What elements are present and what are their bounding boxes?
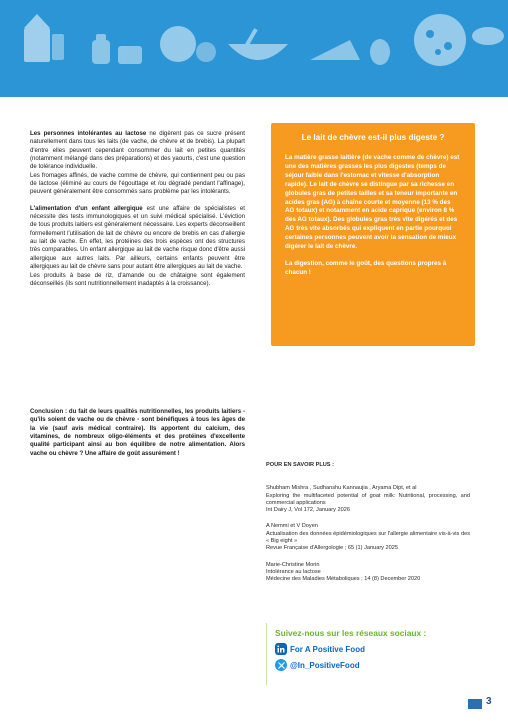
paragraph-aged-cheeses: Les fromages affinés, de vache comme de chèvre, qui contiennent peu ou pas de lactose (éliminé au cours de l'égouttage et /ou dégradé pendant l'affinage), peuvent généralement être consommés sans problème par les intolérants. — [30, 171, 245, 196]
reference-authors: A Nemmi et V Doyen — [266, 523, 318, 530]
paragraph-plant-drinks: Les produits à base de riz, d'amande ou de châtaigne sont également déconseillés (ils sont nutritionnellement inadaptés à la croissance). — [30, 271, 245, 287]
child-allergy-text: est une affaire de spécialistes et nécessite des tests immunologiques et un suivi médical spécialisé. L'éviction de tous produits laitiers est généralement nécessaire. Les experts déconseillent formellement l'utilisation de lait de chèvre ou encore de brebis en cas d'allergie au lait de vache. En effet, les protéines des trois espèces ont des structures très comparables. Un enfant allergique au lait de vache risque donc d'être aussi allergique aux autres laits. Par ailleurs, certains enfants peuvent être allergiques au lait de chèvre sans pour autant être allergiques au lait de vache. — [30, 204, 245, 271]
reference-source: Revue Française d'Allergologie ; 65 (1) January 2025 — [266, 545, 398, 552]
paragraph-lactose-intolerance — [30, 130, 245, 172]
linkedin-label: For A Positive Food — [290, 644, 365, 654]
reference-title: Actualisation des données épidémiologiques sur l'allergie alimentaire vis-à-vis des « Big eight » — [266, 530, 470, 545]
reference-item — [266, 523, 470, 552]
conclusion-paragraph: Conclusion : du fait de leurs qualités nutritionnelles, les produits laitiers -qu'ils soient de vache ou de chèvre - sont bénéfiques à tous les âges de la vie (sauf avis médical contraire). Ils apportent du calcium, des vitamines, de nombreux oligo-éléments et des protéines d'excellente qualité participant ainsi au bon équilibre de notre alimentation. Alors vache ou chèvre ? Une affaire de goût assurément ! — [30, 408, 245, 457]
reference-title: Intolérance au lactose — [266, 568, 321, 575]
paragraph-child-allergy — [30, 205, 245, 272]
page-number: 3 — [486, 696, 492, 707]
x-label: @In_PositiveFood — [290, 660, 360, 670]
goat-milk-digestibility-box — [271, 123, 475, 346]
x-icon — [275, 659, 287, 671]
linkedin-icon — [275, 643, 287, 655]
references-section — [266, 462, 470, 593]
linkedin-link[interactable] — [275, 643, 470, 655]
box-title: Le lait de chèvre est-il plus digeste ? — [301, 133, 445, 142]
header-banner — [0, 0, 508, 97]
lactose-intolerance-text: ne digèrent pas ce sucre présent naturellement dans tous les laits (de vache, de chèvre et de brebis). La plupart d'entre elles peuvent cependant consommer du lait en petites quantités (notamment mélangé dans des préparations) et des yaourts, c'est une question de tolérance individuelle. — [30, 130, 245, 171]
box-paragraph-fat-digestibility: La matière grasse laitière (de vache comme de chèvre) est une des matières grasses les plus digestes (temps de séjour faible dans l'estomac et vitesse d'absorption rapide). Le lait de chèvre se distingue par sa richesse en globules gras de petites tailles et sa teneur importante en acides gras (AG) à chaîne courte et moyenne (13 % des AG totaux) et notamment en acide caprique (environ 8 % des AG totaux). Des globules gras très vite digérés et des AG très vite absorbés qui expliquent en partie pourquoi certaines personnes peuvent avoir la sensation de mieux digérer le lait de chèvre. — [285, 154, 460, 251]
reference-item — [266, 562, 470, 584]
reference-source: Médecine des Maladies Métaboliques ; 14 (8) December 2020 — [266, 576, 421, 583]
dairy-and-food-icons-banner — [0, 0, 508, 97]
social-title: Suivez-nous sur les réseaux sociaux : — [275, 628, 427, 638]
reference-title: Exploring the multifaceted potential of goat milk: Nutritional, processing, and commercial applications — [266, 492, 470, 506]
box-paragraph-conclusion: La digestion, comme le goût, des questions propres à chacun ! — [285, 259, 447, 276]
reference-item — [266, 485, 470, 514]
child-allergy-heading: L'alimentation d'un enfant allergique — [30, 204, 143, 212]
reference-authors: Shubham Mishra , Sudhanshu Kannaujia , Aryama Dipt, et al — [266, 485, 417, 492]
lactose-intolerance-heading: Les personnes intolérantes au lactose — [30, 130, 147, 137]
social-networks-block — [266, 623, 470, 685]
reference-source: Int Dairy J, Vol 172, January 2026 — [266, 507, 350, 514]
x-link[interactable] — [275, 659, 470, 671]
left-column — [30, 130, 245, 288]
references-title: POUR EN SAVOIR PLUS : — [266, 462, 334, 468]
brand-logo-icon — [468, 699, 482, 709]
reference-authors: Marie-Christine Morin — [266, 561, 320, 568]
